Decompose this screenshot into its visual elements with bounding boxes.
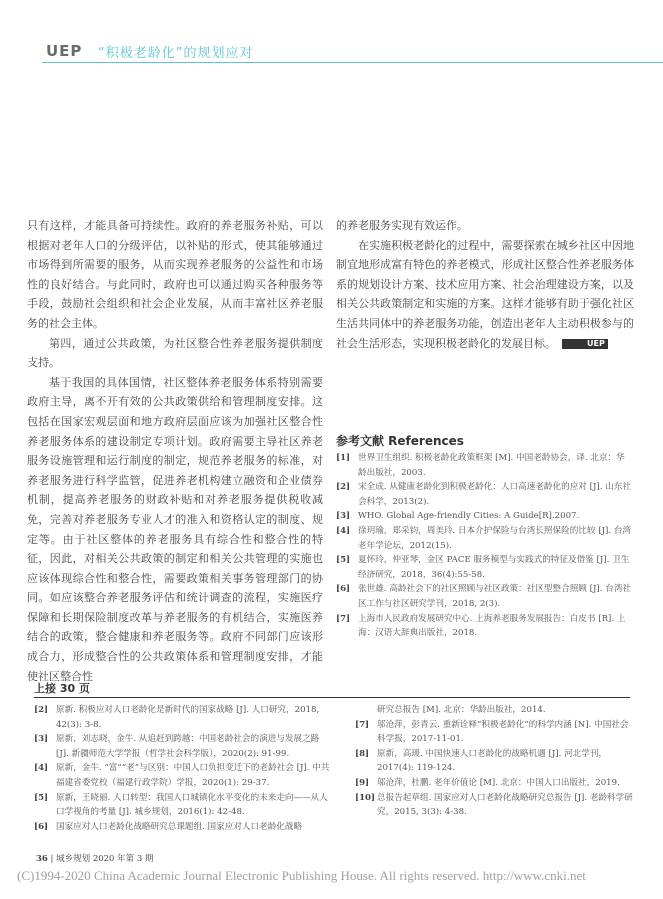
paragraph: 的养老服务实现有效运作。 <box>336 219 468 232</box>
reference-item <box>336 612 632 641</box>
reference-number: [4] <box>336 525 351 536</box>
reference-number: [10] <box>355 792 376 803</box>
reference-item <box>34 791 330 820</box>
reference-text: 上海市人民政府发展研究中心. 上海养老服务发展报告：白皮书 [R]. 上海：汉语大辞典出版社，2018. <box>358 613 626 639</box>
reference-item <box>355 776 635 791</box>
reference-number: [7] <box>336 613 351 624</box>
reference-number: [5] <box>34 792 49 803</box>
reference-number: [2] <box>336 482 351 493</box>
reference-number: [3] <box>34 734 49 745</box>
page-number: 36 <box>36 854 48 864</box>
reference-text: 原新，高瑗. 中国快速人口老龄化的战略机遇 [J]. 河北学刊，2017(4): 119-124. <box>377 748 608 774</box>
reference-text: 原新，金牛. “富”“老”与区别：中国人口负担变迁下的老龄社会 [J]. 中共福建省委党校（福建行政学院）学报，2020(1): 29-37. <box>56 763 330 788</box>
journal-logo: UEP <box>46 42 83 60</box>
continued-from-heading: 上接 30 页 <box>34 682 90 695</box>
paragraph: 基于我国的具体国情，社区整体养老服务体系特别需要政府主导，离不开有效的公共政策供给和管理制度安排。这包括在国家宏观层面和地方政府层面应该为加强社区整合性养老服务体系的建设制定专项计划。政府需要主导社区养老服务设施管理和运行制度的制定，规范养老服务的标准，对养老服务进行科学监管，促进养老机构建立融资和企业债券机制，提高养老服务的财政补贴和对养老服务提供税收减免，完善对养老服务专业人才的准入和资格认定的制度、规定等。由于社区整体的养老服务具有综合性和整合性的特征，因此，对相关公共政策的制定和相关公共管理的实施也应该体现综合性和整合性，需要政策相关事务管理部门的协同。如应该整合养老服务评估和统计调查的流程，实施医疗保障和长期保险制度改革与养老服务的有机结合，实施医养结合的政策，整合健康和养老服务等。政府不同部门应该形成合力，形成整合性的公共政策体系和管理制度安排，才能使社区整合性 <box>27 375 323 683</box>
reference-number: [9] <box>355 777 370 788</box>
paragraph-text: 在实施积极老龄化的过程中，需要探索在城乡社区中因地制宜地形成富有特色的养老模式，形成社区整合性养老服务体系的规划设计方案、技术应用方案、社会治理建设方案，以及相关公共政策制定和实施的方案。这样才能够有助于强化社区生活共同体中的养老服务功能，创造出老年人主动积极参与的社会生活形态，实现积极老龄化的发展目标。 <box>336 238 634 350</box>
reference-item <box>355 703 635 718</box>
reference-number: [6] <box>34 821 49 832</box>
reference-number: [5] <box>336 555 351 566</box>
reference-text: 原新. 积极应对人口老龄化是新时代的国家战略 [J]. 人口研究，2018, 42(3): 3-8. <box>56 705 320 730</box>
reference-text: 原新，王晓丽. 人口转型：我国人口城镇化水平变化的未来走向——从人口学视角的考量 [J]. 城乡规划，2016(1): 42-48. <box>56 792 328 818</box>
reference-item <box>336 451 632 480</box>
continued-references-right <box>355 703 635 820</box>
reference-text: 夏怀玲，仲亚琴，金区 PACE 服务模型与实践式的特征及借鉴 [J]. 卫生经济研究，2018，36(4):55-58. <box>358 555 630 580</box>
reference-text: 邬沧萍，彭青云. 重新诠释“积极老龄化”的科学内涵 [N]. 中国社会科学报，2017-11-01. <box>377 719 629 745</box>
running-header <box>42 38 663 63</box>
reference-item <box>336 582 632 611</box>
reference-number: [8] <box>355 748 370 759</box>
reference-item <box>34 732 330 761</box>
body-column-right <box>336 216 634 353</box>
reference-text: WHO. Global Age-friendly Cities: A Guide[R].2007. <box>358 511 580 522</box>
reference-number: [2] <box>34 705 49 715</box>
reference-number: [3] <box>336 511 351 522</box>
reference-item <box>355 791 635 820</box>
reference-number: [1] <box>336 453 351 463</box>
reference-item <box>34 820 330 835</box>
reference-item <box>336 480 632 509</box>
reference-item <box>34 703 330 732</box>
reference-number: [6] <box>336 584 351 595</box>
divider-rule <box>34 697 630 698</box>
end-mark-logo: UEP <box>562 339 608 349</box>
references-list <box>336 451 632 641</box>
reference-text: 徐玥瑜，郑采钧，周美玲. 日本介护保险与台湾长照保险的比较 [J]. 台湾老年学论坛，2012(15). <box>358 525 632 551</box>
reference-text: 邬沧萍，杜鹏. 老年价值论 [M]. 北京：中国人口出版社，2019. <box>377 777 620 788</box>
page-footer <box>36 852 153 864</box>
reference-number: [7] <box>355 719 370 730</box>
reference-text: 宋全成. 从健康老龄化到积极老龄化：人口高速老龄化的应对 [J]. 山东社会科学，2013(2). <box>358 482 632 507</box>
footer-separator: | <box>50 854 57 864</box>
reference-item <box>336 553 632 582</box>
reference-text: 原新，刘志晓，金牛. 从追赶到跨越：中国老龄社会的演进与发展之路 [J]. 新疆师范大学学报（哲学社会科学版），2020(2): 91-99. <box>56 734 320 759</box>
continued-references-left <box>34 703 330 834</box>
reference-item <box>336 524 632 553</box>
reference-text: 张世雄. 高龄社会下的社区照顾与社区政策：社区型整合照顾 [J]. 台湾社区工作与社区研究学刊，2018, 2(3). <box>358 584 632 609</box>
reference-text: 国家应对人口老龄化战略研究总课题组. 国家应对人口老龄化战略 <box>56 821 303 832</box>
header-title: “积极老龄化”的规划应对 <box>98 46 254 61</box>
paragraph: 只有这样，才能具备可持续性。政府的养老服务补贴，可以根据对老年人口的分级评估，以补贴的形式，使其能够通过市场得到所需要的服务，从而实现养老服务的公益性和市场性的良好结合。与此同时，政府也可以通过购买各种服务等手段，鼓励社会组织和社会企业发展，从而丰富社区养老服务的社会主体。 <box>27 219 323 330</box>
copyright-notice: (C)1994-2020 China Academic Journal Electronic Publishing House. All rights reserved. http://www.cnki.net <box>17 868 586 883</box>
reference-item <box>336 509 632 524</box>
reference-item <box>34 761 330 790</box>
journal-issue: 城乡规划 2020 年第 3 期 <box>56 854 154 864</box>
reference-number: [4] <box>34 763 49 774</box>
reference-item <box>355 747 635 776</box>
reference-text: 总报告起草组. 国家应对人口老龄化战略研究总报告 [J]. 老龄科学研究，2015, 3(3): 4-38. <box>377 792 633 818</box>
reference-text: 世界卫生组织. 积极老龄化政策框架 [M]. 中国老龄协会，译. 北京：华龄出版社，2003. <box>358 453 625 478</box>
reference-item <box>355 718 635 747</box>
references-heading: 参考文献 References <box>336 434 464 448</box>
body-column-left <box>27 216 323 686</box>
paragraph: 第四，通过公共政策，为社区整合性养老服务提供制度支持。 <box>27 336 323 370</box>
paragraph-final <box>336 236 634 354</box>
reference-text: 研究总报告 [M]. 北京：华龄出版社，2014. <box>377 705 546 715</box>
reference-number <box>355 703 377 718</box>
